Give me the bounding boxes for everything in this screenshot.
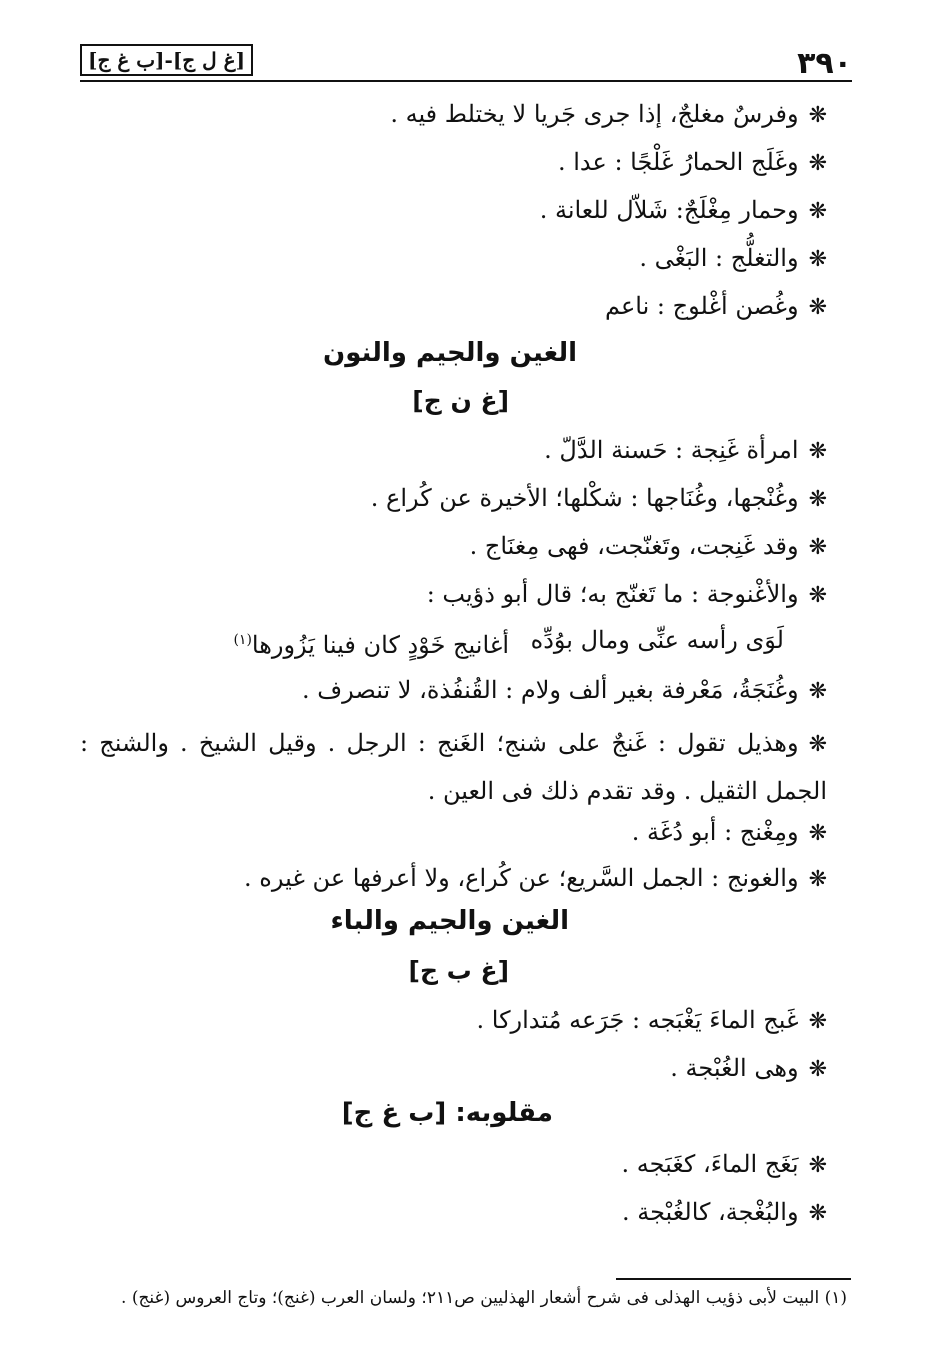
bullet-icon: ❋ bbox=[808, 535, 827, 560]
bullet-icon: ❋ bbox=[808, 151, 827, 176]
entry: ❋وغُصن أغْلوج : ناعم bbox=[605, 292, 827, 320]
entry: ❋غَبج الماءَ يَغْبَجه : جَرَعه مُتداركا . bbox=[476, 1006, 827, 1034]
entry: ❋وهى الغُبْجة . bbox=[670, 1054, 827, 1082]
entry: ❋وغَلَج الحمارُ غَلْجًا : عدا . bbox=[557, 148, 827, 176]
verse-hemistich-2: أغانيج خَوْدٍ كان فينا يَزُورها$^{(١)}$ bbox=[233, 631, 509, 659]
bullet-icon: ❋ bbox=[808, 247, 827, 272]
entry: ❋وغُنَجَةُ، مَعْرفة بغير ألف ولام : القُنفُذة، لا تنصرف . bbox=[302, 676, 827, 704]
entry: ❋ومِغْنج : أبو دُغَة . bbox=[631, 818, 827, 846]
bullet-icon: ❋ bbox=[808, 821, 827, 846]
entry: ❋بَغَج الماءَ، كغَبَجه . bbox=[621, 1150, 827, 1178]
bullet-icon: ❋ bbox=[808, 867, 827, 892]
root-heading: [غ ن ج] bbox=[412, 386, 509, 415]
entry: ❋وحمار مِغْلَجٌ: شَلاّل للعانة . bbox=[539, 196, 827, 224]
bullet-icon: ❋ bbox=[808, 1009, 827, 1034]
entry: ❋وقد غَنِجت، وتَغنّجت، فهى مِغنَاج . bbox=[469, 532, 827, 560]
entry: ❋وهذيل تقول : غَنجٌ على شنج؛ الغَنج : الرجل . وقيل الشيخ . والشنج : الجمل الثقيل . وقد تقدم ذلك فى العين . bbox=[80, 729, 827, 805]
entry: ❋وفرسٌ مغلجٌ، إذا جرى جَريا لا يختلط فيه . bbox=[390, 100, 827, 128]
bullet-icon: ❋ bbox=[808, 295, 827, 320]
page-header bbox=[80, 42, 852, 82]
bullet-icon: ❋ bbox=[808, 679, 827, 704]
section-heading: الغين والجيم والباء bbox=[330, 906, 569, 936]
running-head: [غ ل ج]-[ب غ ج] bbox=[80, 44, 253, 76]
footnote: (١) البيت لأبى ذؤيب الهذلى فى شرح أشعار الهذليين ص٢١١؛ ولسان العرب (غنج)؛ وتاج العروس (غنج) . bbox=[121, 1288, 847, 1308]
entry: ❋والبُغْجة، كالغُبْجة . bbox=[621, 1198, 827, 1226]
header-divider bbox=[80, 80, 852, 82]
bullet-icon: ❋ bbox=[808, 732, 827, 757]
bullet-icon: ❋ bbox=[808, 1153, 827, 1178]
bullet-icon: ❋ bbox=[808, 439, 827, 464]
entry: ❋امرأة غَنِجة : حَسنة الدَّلّ . bbox=[544, 436, 827, 464]
bullet-icon: ❋ bbox=[808, 1057, 827, 1082]
bullet-icon: ❋ bbox=[808, 487, 827, 512]
bullet-icon: ❋ bbox=[808, 583, 827, 608]
section-heading: الغين والجيم والنون bbox=[323, 338, 577, 368]
entry: ❋والغونج : الجمل السَّريع؛ عن كُراع، ولا أعرفها عن غيره . bbox=[244, 864, 827, 892]
footnote-marker: (١) bbox=[233, 632, 252, 648]
page-number: ٣٩٠ bbox=[797, 46, 852, 81]
verse-hemistich-1: لَوَى رأسه عنِّى ومال بوُدِّه bbox=[530, 626, 784, 654]
section-heading: مقلوبه: [ب غ ج] bbox=[341, 1098, 553, 1128]
entry: ❋والأغْنوجة : ما تَغنّج به؛ قال أبو ذؤيب : bbox=[426, 580, 827, 608]
root-heading: [غ ب ج] bbox=[408, 956, 509, 985]
bullet-icon: ❋ bbox=[808, 199, 827, 224]
bullet-icon: ❋ bbox=[808, 1201, 827, 1226]
entry: ❋وغُنْجها، وغُنَاجها : شكْلها؛ الأخيرة عن كُراع . bbox=[370, 484, 827, 512]
footnote-divider bbox=[616, 1278, 851, 1280]
entry: ❋والتغلُّج : البَغْى . bbox=[639, 244, 827, 272]
bullet-icon: ❋ bbox=[808, 103, 827, 128]
